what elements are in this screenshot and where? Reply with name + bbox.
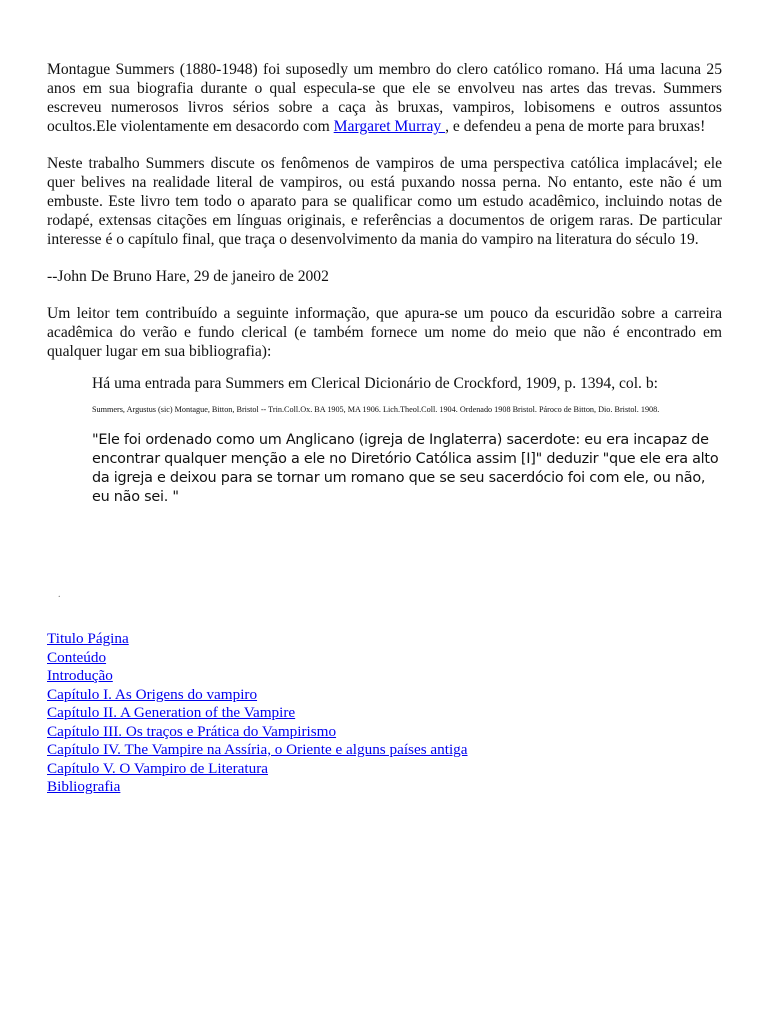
author-signature: --John De Bruno Hare, 29 de janeiro de 2002 bbox=[47, 268, 329, 285]
toc-link-chapter-4[interactable]: Capítulo IV. The Vampire na Assíria, o Oriente e alguns países antiga bbox=[47, 741, 468, 758]
crockford-entry-intro: Há uma entrada para Summers em Clerical Dicionário de Crockford, 1909, p. 1394, col. b: bbox=[92, 375, 658, 392]
intro-text-end: , e defendeu a pena de morte para bruxas! bbox=[445, 118, 706, 135]
toc-link-chapter-5[interactable]: Capítulo V. O Vampiro de Literatura bbox=[47, 759, 269, 777]
table-of-contents bbox=[47, 630, 647, 797]
toc-link-chapter-3[interactable]: Capítulo III. Os traços e Prática do Vampirismo bbox=[47, 722, 337, 740]
toc-link-chapter-1[interactable]: Capítulo I. As Origens do vampiro bbox=[47, 685, 258, 703]
work-description-paragraph: Neste trabalho Summers discute os fenômenos de vampiros de uma perspectiva católica implacável; ele quer belives na realidade literal de vampiros, ou está puxando nossa perna. No entanto, este não é um embuste. Este livro tem todo o aparato para se qualificar como um estudo acadêmico, incluindo notas de rodapé, extensas citações em línguas originais, e referências a documentos de origem raras. De particular interesse é o capítulo final, que traça o desenvolvimento da mania do vampiro na literatura do século 19. bbox=[47, 155, 722, 248]
ordination-quote: "Ele foi ordenado como um Anglicano (igreja de Inglaterra) sacerdote: eu era incapaz de encontrar qualquer menção a ele no Diretório Católica assim [I]" deduzir "que ele era alto da igreja e deixou para se tornar um romano que se seu sacerdócio foi com ele, ou não, eu não sei. " bbox=[92, 431, 719, 505]
blockquote bbox=[92, 374, 722, 507]
crockford-entry-text: Summers, Argustus (sic) Montague, Bitton, Bristol -- Trin.Coll.Ox. BA 1905, MA 1906. Lich.Theol.Coll. 1904. Ordenado 1908 Bristol. Pároco de Bitton, Dio. Bristol. 1908. bbox=[92, 405, 660, 414]
toc-link-bibliography[interactable]: Bibliografia bbox=[47, 778, 121, 795]
intro-text: Montague Summers (1880-1948) foi suposedly um membro do clero católico romano. Há uma lacuna 25 anos em sua biografia durante o qual especula-se que ele se envolveu nas artes das trevas. Summers escreveu numerosos livros sérios sobre a caça às bruxas, vampiros, lobisomens e outros assuntos ocultos.Ele violentamente em desacordo com bbox=[47, 61, 722, 135]
margaret-murray-link[interactable]: Margaret Murray bbox=[333, 118, 446, 135]
toc-link-title-page[interactable]: Titulo Página bbox=[47, 630, 129, 647]
document-body bbox=[47, 60, 722, 507]
toc-link-contents[interactable]: Conteúdo bbox=[47, 648, 107, 666]
intro-paragraph bbox=[47, 60, 722, 136]
separator-dot: . bbox=[58, 589, 61, 600]
reader-contribution-paragraph: Um leitor tem contribuído a seguinte informação, que apura-se um pouco da escuridão sobre a carreira acadêmica do verão e fundo clerical (e também fornece um nome do meio que não é encontrado em qualquer lugar em sua bibliografia): bbox=[47, 305, 722, 360]
toc-link-introduction[interactable]: Introdução bbox=[47, 667, 113, 684]
toc-link-chapter-2[interactable]: Capítulo II. A Generation of the Vampire bbox=[47, 704, 296, 721]
